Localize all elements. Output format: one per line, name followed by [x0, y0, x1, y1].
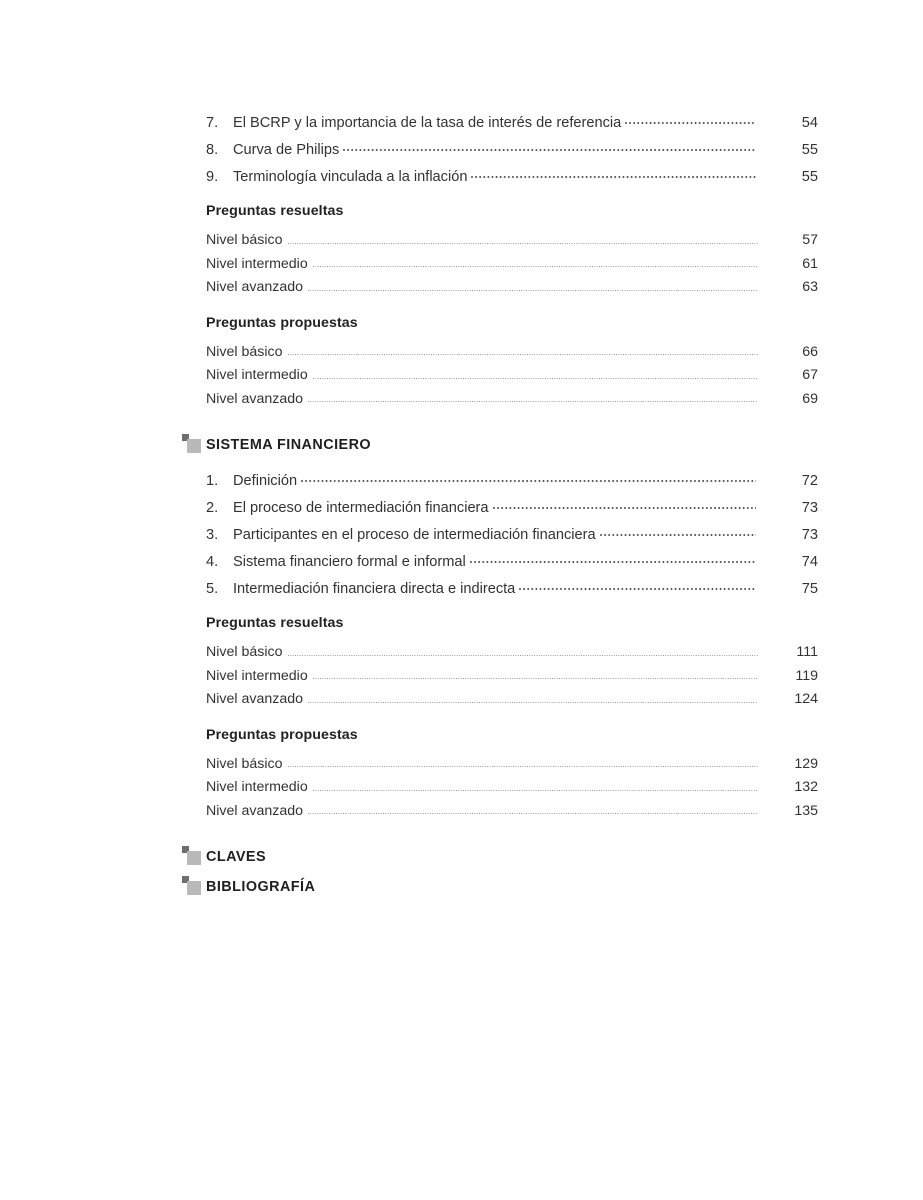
toc-entry-number: 3.	[206, 526, 219, 543]
toc-subheading-label: Preguntas propuestas	[206, 726, 358, 743]
toc-entry-level[interactable]	[206, 642, 818, 666]
toc-entry-label: Nivel intermedio	[206, 255, 308, 272]
toc-entry-level[interactable]	[206, 777, 818, 801]
toc-entry-numbered[interactable]	[206, 578, 818, 605]
toc-entry-numbered[interactable]	[206, 139, 818, 166]
toc-section-label: SISTEMA FINANCIERO	[206, 437, 372, 453]
group-spacer	[206, 605, 818, 615]
toc-entry-label: Nivel avanzado	[206, 279, 304, 296]
table-of-contents	[206, 112, 818, 902]
toc-entry-label: Nivel intermedio	[206, 667, 308, 684]
toc-entry-label: Participantes en el proceso de intermediación financiera	[233, 526, 596, 543]
toc-entry-page-number: 57	[802, 232, 818, 249]
toc-entry-page-number: 66	[802, 343, 818, 360]
toc-entry-page-number: 73	[801, 499, 818, 516]
toc-entry-level[interactable]	[206, 666, 818, 690]
dot-leader	[470, 551, 756, 566]
toc-subheading	[206, 727, 818, 754]
toc-entry-label: El BCRP y la importancia de la tasa de interés de referencia	[233, 114, 622, 131]
toc-entry-number: 1.	[206, 472, 219, 489]
toc-entry-label: Nivel avanzado	[206, 691, 304, 708]
toc-entry-label: Sistema financiero formal e informal	[233, 553, 466, 570]
double-square-bullet-icon	[182, 846, 206, 868]
toc-entry-numbered[interactable]	[206, 551, 818, 578]
toc-entry-level[interactable]	[206, 277, 818, 301]
toc-entry-page-number: 54	[801, 114, 818, 131]
dot-leader	[288, 754, 759, 768]
toc-entry-page-number: 124	[794, 691, 818, 708]
toc-entry-label: Intermediación financiera directa e indirecta	[233, 580, 516, 597]
dot-leader	[493, 497, 756, 512]
toc-entry-page-number: 61	[802, 255, 818, 272]
toc-subheading	[206, 315, 818, 342]
dot-leader	[308, 689, 758, 703]
group-spacer	[206, 713, 818, 727]
dot-leader	[519, 578, 756, 593]
group-spacer	[206, 460, 818, 470]
toc-entry-page-number: 69	[802, 390, 818, 407]
toc-entry-page-number: 63	[802, 279, 818, 296]
toc-entry-level[interactable]	[206, 254, 818, 278]
toc-entry-number: 5.	[206, 580, 219, 597]
dot-leader	[313, 666, 758, 680]
dot-leader	[288, 642, 759, 656]
group-spacer	[206, 301, 818, 315]
toc-entry-level[interactable]	[206, 365, 818, 389]
toc-entry-label: Terminología vinculada a la inflación	[233, 168, 468, 185]
dot-leader	[343, 139, 756, 154]
toc-section-label: BIBLIOGRAFÍA	[206, 879, 316, 895]
toc-entry-page-number: 135	[794, 802, 818, 819]
group-spacer	[206, 824, 818, 842]
toc-entry-label: Nivel intermedio	[206, 779, 308, 796]
toc-entry-numbered[interactable]	[206, 470, 818, 497]
toc-entry-number: 9.	[206, 168, 219, 185]
toc-entry-label: Nivel básico	[206, 343, 283, 360]
toc-entry-level[interactable]	[206, 689, 818, 713]
toc-section-label: CLAVES	[206, 849, 267, 865]
toc-entry-numbered[interactable]	[206, 524, 818, 551]
toc-section-heading[interactable]	[182, 430, 794, 460]
toc-entry-page-number: 72	[801, 472, 818, 489]
toc-entry-level[interactable]	[206, 801, 818, 825]
toc-entry-page-number: 75	[801, 580, 818, 597]
toc-entry-label: Nivel intermedio	[206, 367, 308, 384]
dot-leader	[313, 777, 758, 791]
dot-leader	[313, 254, 758, 268]
toc-entry-page-number: 129	[794, 755, 818, 772]
large-square-icon	[187, 881, 201, 895]
toc-entry-numbered[interactable]	[206, 112, 818, 139]
toc-entry-label: Definición	[233, 472, 298, 489]
toc-entry-page-number: 55	[801, 141, 818, 158]
dot-leader	[471, 166, 756, 181]
toc-subheading	[206, 615, 818, 642]
double-square-bullet-icon	[182, 876, 206, 898]
dot-leader	[308, 801, 758, 815]
toc-entry-level[interactable]	[206, 230, 818, 254]
dot-leader	[288, 230, 759, 244]
toc-entry-label: Nivel avanzado	[206, 802, 304, 819]
double-square-bullet-icon	[182, 434, 206, 456]
toc-entry-label: El proceso de intermediación financiera	[233, 499, 489, 516]
toc-entry-number: 2.	[206, 499, 219, 516]
toc-section-heading[interactable]	[182, 842, 794, 872]
toc-subheading-label: Preguntas propuestas	[206, 314, 358, 331]
toc-entry-page-number: 55	[801, 168, 818, 185]
toc-entry-page-number: 67	[802, 367, 818, 384]
dot-leader	[600, 524, 756, 539]
toc-entry-numbered[interactable]	[206, 497, 818, 524]
toc-subheading	[206, 203, 818, 230]
toc-entry-page-number: 132	[794, 779, 818, 796]
large-square-icon	[187, 439, 201, 453]
toc-subheading-label: Preguntas resueltas	[206, 615, 344, 631]
dot-leader	[301, 470, 756, 485]
large-square-icon	[187, 851, 201, 865]
dot-leader	[288, 342, 759, 356]
toc-entry-number: 7.	[206, 114, 219, 131]
dot-leader	[308, 389, 758, 403]
toc-entry-page-number: 119	[795, 667, 818, 684]
toc-entry-label: Nivel básico	[206, 644, 283, 661]
toc-entry-numbered[interactable]	[206, 166, 818, 193]
toc-entry-level[interactable]	[206, 389, 818, 413]
toc-entry-page-number: 74	[801, 553, 818, 570]
toc-entry-number: 8.	[206, 141, 219, 158]
toc-entry-page-number: 73	[801, 526, 818, 543]
toc-entry-label: Curva de Philips	[233, 141, 340, 158]
toc-entry-level[interactable]	[206, 342, 818, 366]
toc-subheading-label: Preguntas resueltas	[206, 203, 344, 219]
toc-entry-page-number: 111	[796, 644, 818, 661]
toc-entry-label: Nivel avanzado	[206, 390, 304, 407]
group-spacer	[206, 193, 818, 203]
dot-leader	[308, 277, 758, 291]
dot-leader	[313, 365, 758, 379]
dot-leader	[625, 112, 756, 127]
toc-entry-label: Nivel básico	[206, 232, 283, 249]
toc-section-heading[interactable]	[182, 872, 794, 902]
toc-entry-number: 4.	[206, 553, 219, 570]
group-spacer	[206, 412, 818, 430]
toc-entry-level[interactable]	[206, 754, 818, 778]
toc-entry-label: Nivel básico	[206, 755, 283, 772]
